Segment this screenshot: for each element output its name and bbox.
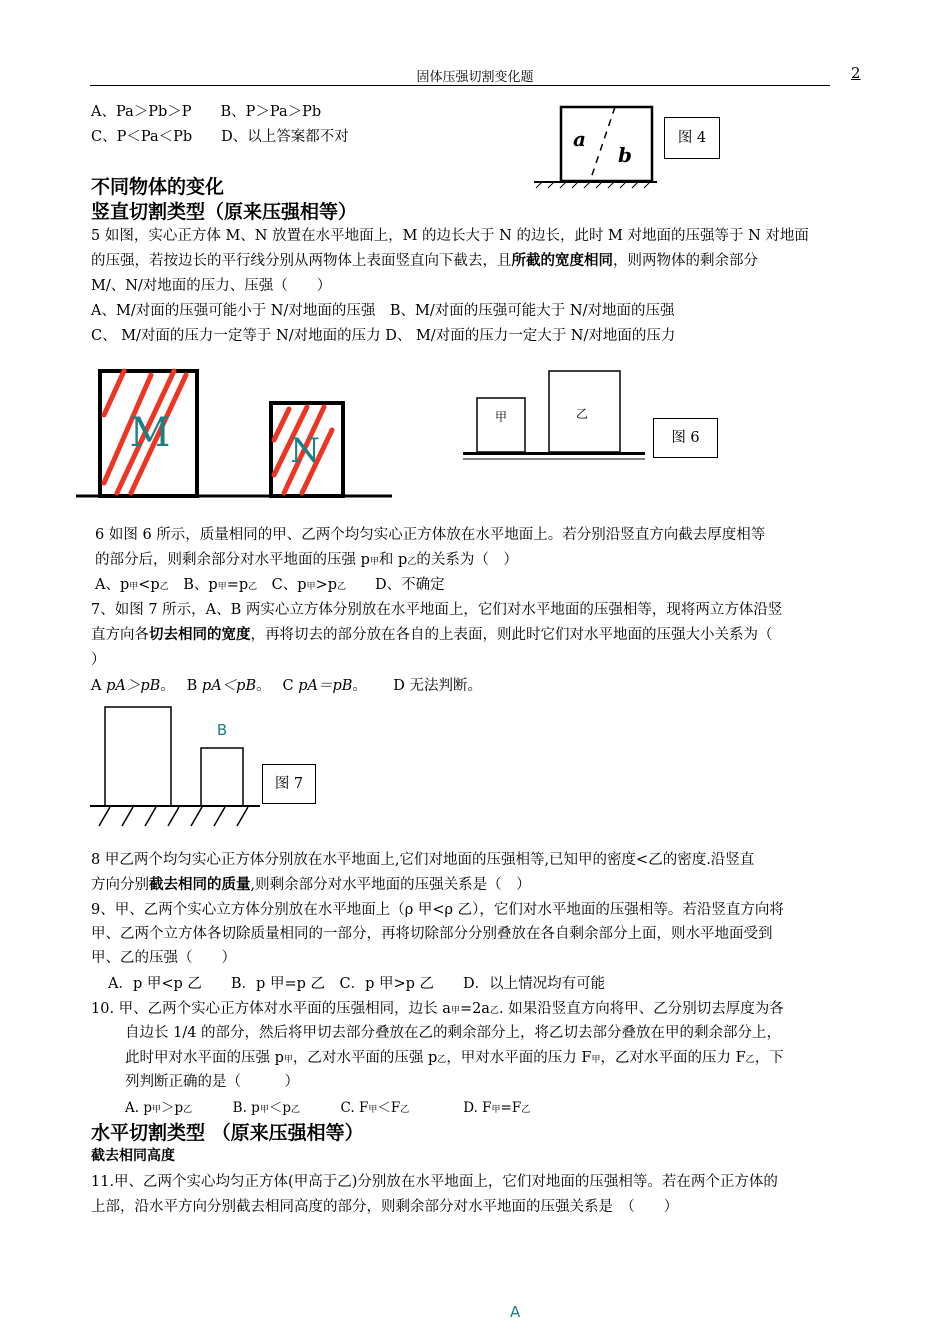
figure-4-label: 图 4 — [664, 117, 720, 159]
q5-options-2: C、 M/对面的压力一定等于 N/对地面的压力 D、 M/对面的压力一定大于 N/对地面的压力 — [91, 328, 676, 344]
q8-emphasis: 截去相同的质量 — [149, 876, 251, 893]
q10-line-3: 此时甲对水平面的压强 p甲，乙对水平面的压强 p乙，甲对水平面的压力 F甲，乙对水平面的压力 F乙，下 — [125, 1050, 784, 1066]
fig6-label-jia: 甲 — [494, 410, 508, 424]
figure-7-label: 图 7 — [262, 764, 316, 804]
section-horizontal-cut: 水平切割类型 （原来压强相等） — [91, 1122, 364, 1144]
q6-line-1: 6 如图 6 所示，质量相同的甲、乙两个均匀实心正方体放在水平地面上。若分别沿竖直方向截去厚度相等 — [95, 527, 766, 543]
cube-m-label: M — [129, 410, 171, 456]
q7-line-2: 直方向各切去相同的宽度，再将切去的部分放在各自的上表面，则此时它们对水平地面的压强大小关系为（ — [91, 626, 773, 643]
figure-6 — [460, 365, 650, 470]
fig4-label-a: a — [573, 127, 586, 151]
figure-7 — [88, 700, 268, 830]
figure-mn — [74, 365, 396, 505]
fig7-cube-a — [105, 707, 171, 806]
header-rule — [90, 85, 830, 86]
fig4-label-b: b — [618, 143, 632, 167]
fig6-label-yi: 乙 — [575, 407, 589, 421]
page-number: 2 — [851, 64, 861, 82]
fig6-cube-jia — [477, 398, 525, 452]
q10-options: A. p甲＞p乙 B. p甲＜p乙 C. F甲＜F乙 D. F甲=F乙 — [125, 1100, 531, 1116]
subsection-same-height: 截去相同高度 — [91, 1148, 175, 1164]
q9-line-1: 9、甲、乙两个实心立方体分别放在水平地面上（ρ 甲<ρ 乙），它们对水平地面的压强相等。若沿竖直方向将 — [91, 902, 784, 918]
q9-line-3: 甲、乙的压强（ ） — [91, 950, 236, 966]
q6-options: A、p甲<p乙 B、p甲=p乙 C、p甲>p乙 D、不确定 — [95, 577, 445, 593]
q10-line-2: 自边长 1/4 的部分，然后将甲切去部分叠放在乙的剩余部分上，将乙切去部分叠放在甲的剩余部分上， — [125, 1025, 782, 1041]
section-different-objects: 不同物体的变化 — [91, 176, 225, 198]
fig4-cut-line — [590, 107, 615, 181]
q6-line-2: 的部分后，则剩余部分对水平地面的压强 p甲和 p乙的关系为（ ） — [95, 552, 518, 568]
q11-line-1: 11.甲、乙两个实心均匀正方体(甲高于乙)分别放在水平地面上，它们对地面的压强相等。若在两个正方体的 — [91, 1174, 778, 1190]
q11-line-2: 上部，沿水平方向分别截去相同高度的部分，则剩余部分对水平地面的压强关系是 （ ） — [91, 1199, 679, 1215]
section-vertical-cut: 竖直切割类型（原来压强相等） — [91, 201, 358, 223]
q5-emphasis: 所截的宽度相同 — [511, 252, 613, 269]
q9-line-2: 甲、乙两个立方体各切除质量相同的一部分，再将切除部分分别叠放在各自剩余部分上面，则水平地面受到 — [91, 926, 773, 942]
q10-line-4: 列判断正确的是（ ） — [125, 1074, 299, 1090]
page-header-title: 固体压强切割变化题 — [416, 70, 534, 85]
cube-n-label: N — [290, 431, 320, 471]
q7-emphasis: 切去相同的宽度 — [149, 626, 251, 643]
q10-line-1: 10. 甲、乙两个实心正方体对水平面的压强相同，边长 a甲=2a乙. 如果沿竖直方向将甲、乙分别切去厚度为各 — [91, 1001, 784, 1017]
q5-line-2: 的压强，若按边长的平行线分别从两物体上表面竖直向下截去，且所截的宽度相同，则两物体的剩余部分 — [91, 252, 758, 269]
prev-options-line-1: A、Pa＞Pb＞P B、P＞Pa＞Pb — [91, 104, 322, 120]
q5-options-1: A、M/对面的压强可能小于 N/对地面的压强 B、M/对面的压强可能大于 N/对地面的压强 — [91, 303, 675, 319]
q8-line-1: 8 甲乙两个均匀实心正方体分别放在水平地面上,它们对地面的压强相等,已知甲的密度<乙的密度.沿竖直 — [91, 852, 755, 868]
q5-line-3: M/、N/对地面的压力、压强（ ） — [91, 278, 332, 294]
q8-line-2: 方向分别截去相同的质量,则剩余部分对水平地面的压强关系是（ ） — [91, 876, 531, 893]
q9-options: A．p 甲<p 乙 B．p 甲=p 乙 C．p 甲>p 乙 D．以上情况均有可能 — [108, 976, 606, 992]
q7-line-1: 7、如图 7 所示，A、B 两实心立方体分别放在水平地面上，它们对水平地面的压强相等，现将两立方体沿竖 — [91, 602, 783, 618]
fig7-cube-b — [201, 748, 243, 806]
q7-options: A pA＞pB。 B pA＜pB。 C pA＝pB。 D 无法判断。 — [91, 678, 482, 694]
footer-mark: A — [510, 1303, 521, 1321]
fig6-ground — [463, 452, 645, 455]
figure-6-label: 图 6 — [653, 418, 718, 458]
fig7-ground-hatch — [99, 807, 248, 826]
fig7-label-b: B — [216, 721, 228, 739]
prev-options-line-2: C、P＜Pa＜Pb D、以上答案都不对 — [91, 129, 349, 145]
q5-line-1: 5 如图，实心正方体 M、N 放置在水平地面上，M 的边长大于 N 的边长，此时 M 对地面的压强等于 N 对地面 — [91, 228, 809, 244]
q7-line-3: ） — [91, 652, 106, 668]
